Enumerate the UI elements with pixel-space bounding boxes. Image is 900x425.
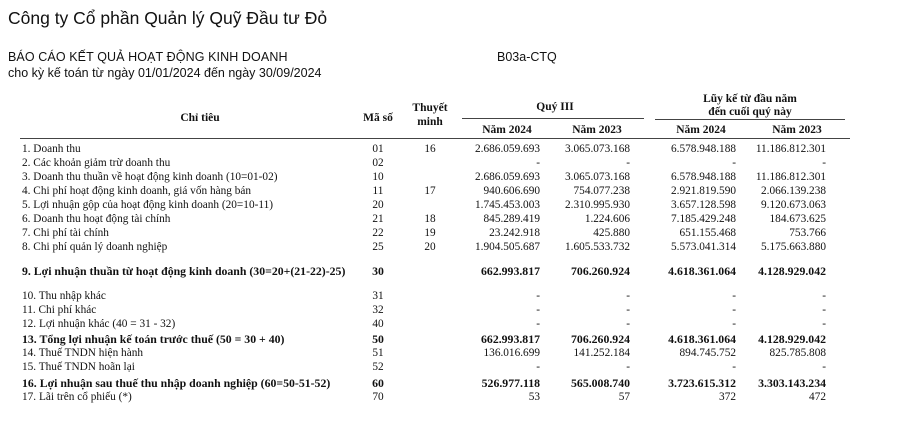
row-code: 20 xyxy=(372,199,384,211)
row-q2024: 53 xyxy=(528,391,540,403)
header-y2023: Năm 2023 xyxy=(772,124,822,136)
row-q2024: 526.977.118 xyxy=(481,376,540,390)
row-code: 50 xyxy=(372,332,384,346)
row-code: 02 xyxy=(372,157,384,169)
row-y2024: 372 xyxy=(719,391,736,403)
table-row xyxy=(0,333,900,345)
row-label: 2. Các khoản giảm trừ doanh thu xyxy=(22,157,171,169)
row-code: 51 xyxy=(372,347,384,359)
row-code: 32 xyxy=(372,304,384,316)
row-note: 16 xyxy=(424,143,436,155)
row-y2024: - xyxy=(732,290,736,302)
row-y2024: 6.578.948.188 xyxy=(671,171,736,183)
row-y2024: 3.657.128.598 xyxy=(671,199,736,211)
row-note: 19 xyxy=(424,227,436,239)
row-note: 17 xyxy=(424,185,436,197)
row-label: 5. Lợi nhuận gộp của hoạt động kinh doanh (20=10-11) xyxy=(22,199,273,211)
row-y2024: 894.745.752 xyxy=(679,347,736,359)
table-row xyxy=(0,361,900,373)
table-row xyxy=(0,143,900,155)
table-row xyxy=(0,391,900,403)
row-y2023: - xyxy=(822,304,826,316)
row-q2023: 3.065.073.168 xyxy=(565,143,630,155)
row-q2024: - xyxy=(536,290,540,302)
row-label: 11. Chi phí khác xyxy=(22,304,97,316)
row-y2023: - xyxy=(822,361,826,373)
row-y2024: 7.185.429.248 xyxy=(671,213,736,225)
header-ytd-line2: đến cuối quý này xyxy=(708,106,792,118)
table-row xyxy=(0,377,900,389)
row-y2024: 5.573.041.314 xyxy=(671,241,736,253)
row-y2023: 753.766 xyxy=(789,227,826,239)
row-code: 52 xyxy=(372,361,384,373)
table-row xyxy=(0,347,900,359)
row-label: 15. Thuế TNDN hoãn lại xyxy=(22,361,135,373)
table-row xyxy=(0,304,900,316)
row-q2023: 754.077.238 xyxy=(573,185,630,197)
header-code: Mã số xyxy=(363,112,393,124)
row-y2024: 2.921.819.590 xyxy=(671,185,736,197)
table-row xyxy=(0,241,900,253)
row-label: 13. Tổng lợi nhuận kế toán trước thuế (50 = 30 + 40) xyxy=(22,332,285,346)
row-q2023: 706.260.924 xyxy=(571,264,630,278)
row-q2024: 845.289.419 xyxy=(483,213,540,225)
table-row xyxy=(0,171,900,183)
row-code: 60 xyxy=(372,376,384,390)
row-q2023: - xyxy=(626,304,630,316)
row-q2024: 136.016.699 xyxy=(483,347,540,359)
row-y2023: 472 xyxy=(809,391,826,403)
row-label: 12. Lợi nhuận khác (40 = 31 - 32) xyxy=(22,318,176,330)
row-note: 18 xyxy=(424,213,436,225)
header-quarter: Quý III xyxy=(536,101,574,113)
row-q2023: 565.008.740 xyxy=(571,376,630,390)
row-label: 14. Thuế TNDN hiện hành xyxy=(22,347,144,359)
row-y2023: 11.186.812.301 xyxy=(755,171,826,183)
report-period: cho kỳ kế toán từ ngày 01/01/2024 đến ngày 30/09/2024 xyxy=(8,66,322,80)
row-label: 4. Chi phí hoạt động kinh doanh, giá vốn hàng bán xyxy=(22,185,252,197)
row-y2023: - xyxy=(822,318,826,330)
row-y2023: - xyxy=(822,157,826,169)
row-y2023: 4.128.929.042 xyxy=(758,332,826,346)
row-y2023: 9.120.673.063 xyxy=(761,199,826,211)
row-code: 31 xyxy=(372,290,384,302)
row-q2024: 662.993.817 xyxy=(481,264,540,278)
row-y2024: - xyxy=(732,157,736,169)
row-label: 8. Chi phí quản lý doanh nghiệp xyxy=(22,241,168,253)
row-q2023: - xyxy=(626,157,630,169)
header-bottom-rule xyxy=(20,138,850,139)
row-q2023: 706.260.924 xyxy=(571,332,630,346)
row-q2023: - xyxy=(626,318,630,330)
row-q2024: 23.242.918 xyxy=(489,227,540,239)
row-y2024: 6.578.948.188 xyxy=(671,143,736,155)
header-q2023: Năm 2023 xyxy=(572,124,622,136)
row-label: 3. Doanh thu thuần về hoạt động kinh doanh (10=01-02) xyxy=(22,171,278,183)
row-q2023: 425.880 xyxy=(593,227,630,239)
row-label: 10. Thu nhập khác xyxy=(22,290,106,302)
row-q2024: 2.686.059.693 xyxy=(475,143,540,155)
header-item: Chỉ tiêu xyxy=(180,112,220,124)
header-note-line1: Thuyết xyxy=(412,102,448,114)
form-code: B03a-CTQ xyxy=(497,50,557,64)
row-q2023: 57 xyxy=(618,391,630,403)
table-row xyxy=(0,227,900,239)
row-q2024: 662.993.817 xyxy=(481,332,540,346)
header-divider-quarter xyxy=(462,118,644,119)
row-code: 22 xyxy=(372,227,384,239)
row-q2023: 2.310.995.930 xyxy=(565,199,630,211)
row-label: 9. Lợi nhuận thuần từ hoạt động kinh doanh (30=20+(21-22)-25) xyxy=(22,264,346,278)
row-y2023: 4.128.929.042 xyxy=(758,264,826,278)
row-y2024: - xyxy=(732,304,736,316)
row-label: 7. Chi phí tài chính xyxy=(22,227,109,239)
row-code: 40 xyxy=(372,318,384,330)
header-ytd-line1: Lũy kế từ đầu năm xyxy=(703,93,797,105)
header-divider-ytd xyxy=(655,119,845,120)
row-q2023: 141.252.184 xyxy=(573,347,630,359)
row-code: 11 xyxy=(372,185,384,197)
header-note-line2: minh xyxy=(417,116,443,128)
row-y2023: 5.175.663.880 xyxy=(761,241,826,253)
row-code: 70 xyxy=(372,391,384,403)
row-q2023: 1.605.533.732 xyxy=(565,241,630,253)
table-row xyxy=(0,185,900,197)
row-q2024: - xyxy=(536,361,540,373)
report-title: BÁO CÁO KẾT QUẢ HOẠT ĐỘNG KINH DOANH xyxy=(8,50,288,64)
row-y2023: - xyxy=(822,290,826,302)
company-name: Công ty Cổ phần Quản lý Quỹ Đầu tư Đỏ xyxy=(8,8,328,28)
row-q2024: 2.686.059.693 xyxy=(475,171,540,183)
row-code: 01 xyxy=(372,143,384,155)
row-q2023: - xyxy=(626,361,630,373)
row-q2024: 940.606.690 xyxy=(483,185,540,197)
row-y2023: 2.066.139.238 xyxy=(761,185,826,197)
row-y2023: 11.186.812.301 xyxy=(755,143,826,155)
row-q2023: 3.065.073.168 xyxy=(565,171,630,183)
row-y2024: - xyxy=(732,318,736,330)
row-note: 20 xyxy=(424,241,436,253)
row-y2023: 3.303.143.234 xyxy=(758,376,826,390)
row-q2024: - xyxy=(536,318,540,330)
row-q2023: - xyxy=(626,290,630,302)
row-y2024: 651.155.468 xyxy=(679,227,736,239)
row-code: 10 xyxy=(372,171,384,183)
row-q2024: 1.745.453.003 xyxy=(475,199,540,211)
table-row xyxy=(0,213,900,225)
header-q2024: Năm 2024 xyxy=(482,124,532,136)
row-y2024: - xyxy=(732,361,736,373)
row-y2024: 4.618.361.064 xyxy=(668,332,736,346)
row-code: 25 xyxy=(372,241,384,253)
row-q2023: 1.224.606 xyxy=(584,213,630,225)
table-row xyxy=(0,318,900,330)
row-q2024: - xyxy=(536,157,540,169)
row-q2024: - xyxy=(536,304,540,316)
row-y2024: 3.723.615.312 xyxy=(668,376,736,390)
table-row xyxy=(0,157,900,169)
table-row xyxy=(0,265,900,277)
row-label: 1. Doanh thu xyxy=(22,143,81,155)
row-code: 21 xyxy=(372,213,384,225)
table-row xyxy=(0,290,900,302)
row-q2024: 1.904.505.687 xyxy=(475,241,540,253)
table-row xyxy=(0,199,900,211)
row-label: 16. Lợi nhuận sau thuế thu nhập doanh nghiệp (60=50-51-52) xyxy=(22,376,331,390)
row-y2024: 4.618.361.064 xyxy=(668,264,736,278)
row-code: 30 xyxy=(372,264,384,278)
row-y2023: 825.785.808 xyxy=(769,347,826,359)
row-label: 17. Lãi trên cổ phiếu (*) xyxy=(22,391,132,403)
row-y2023: 184.673.625 xyxy=(769,213,826,225)
header-y2024: Năm 2024 xyxy=(676,124,726,136)
row-label: 6. Doanh thu hoạt động tài chính xyxy=(22,213,171,225)
